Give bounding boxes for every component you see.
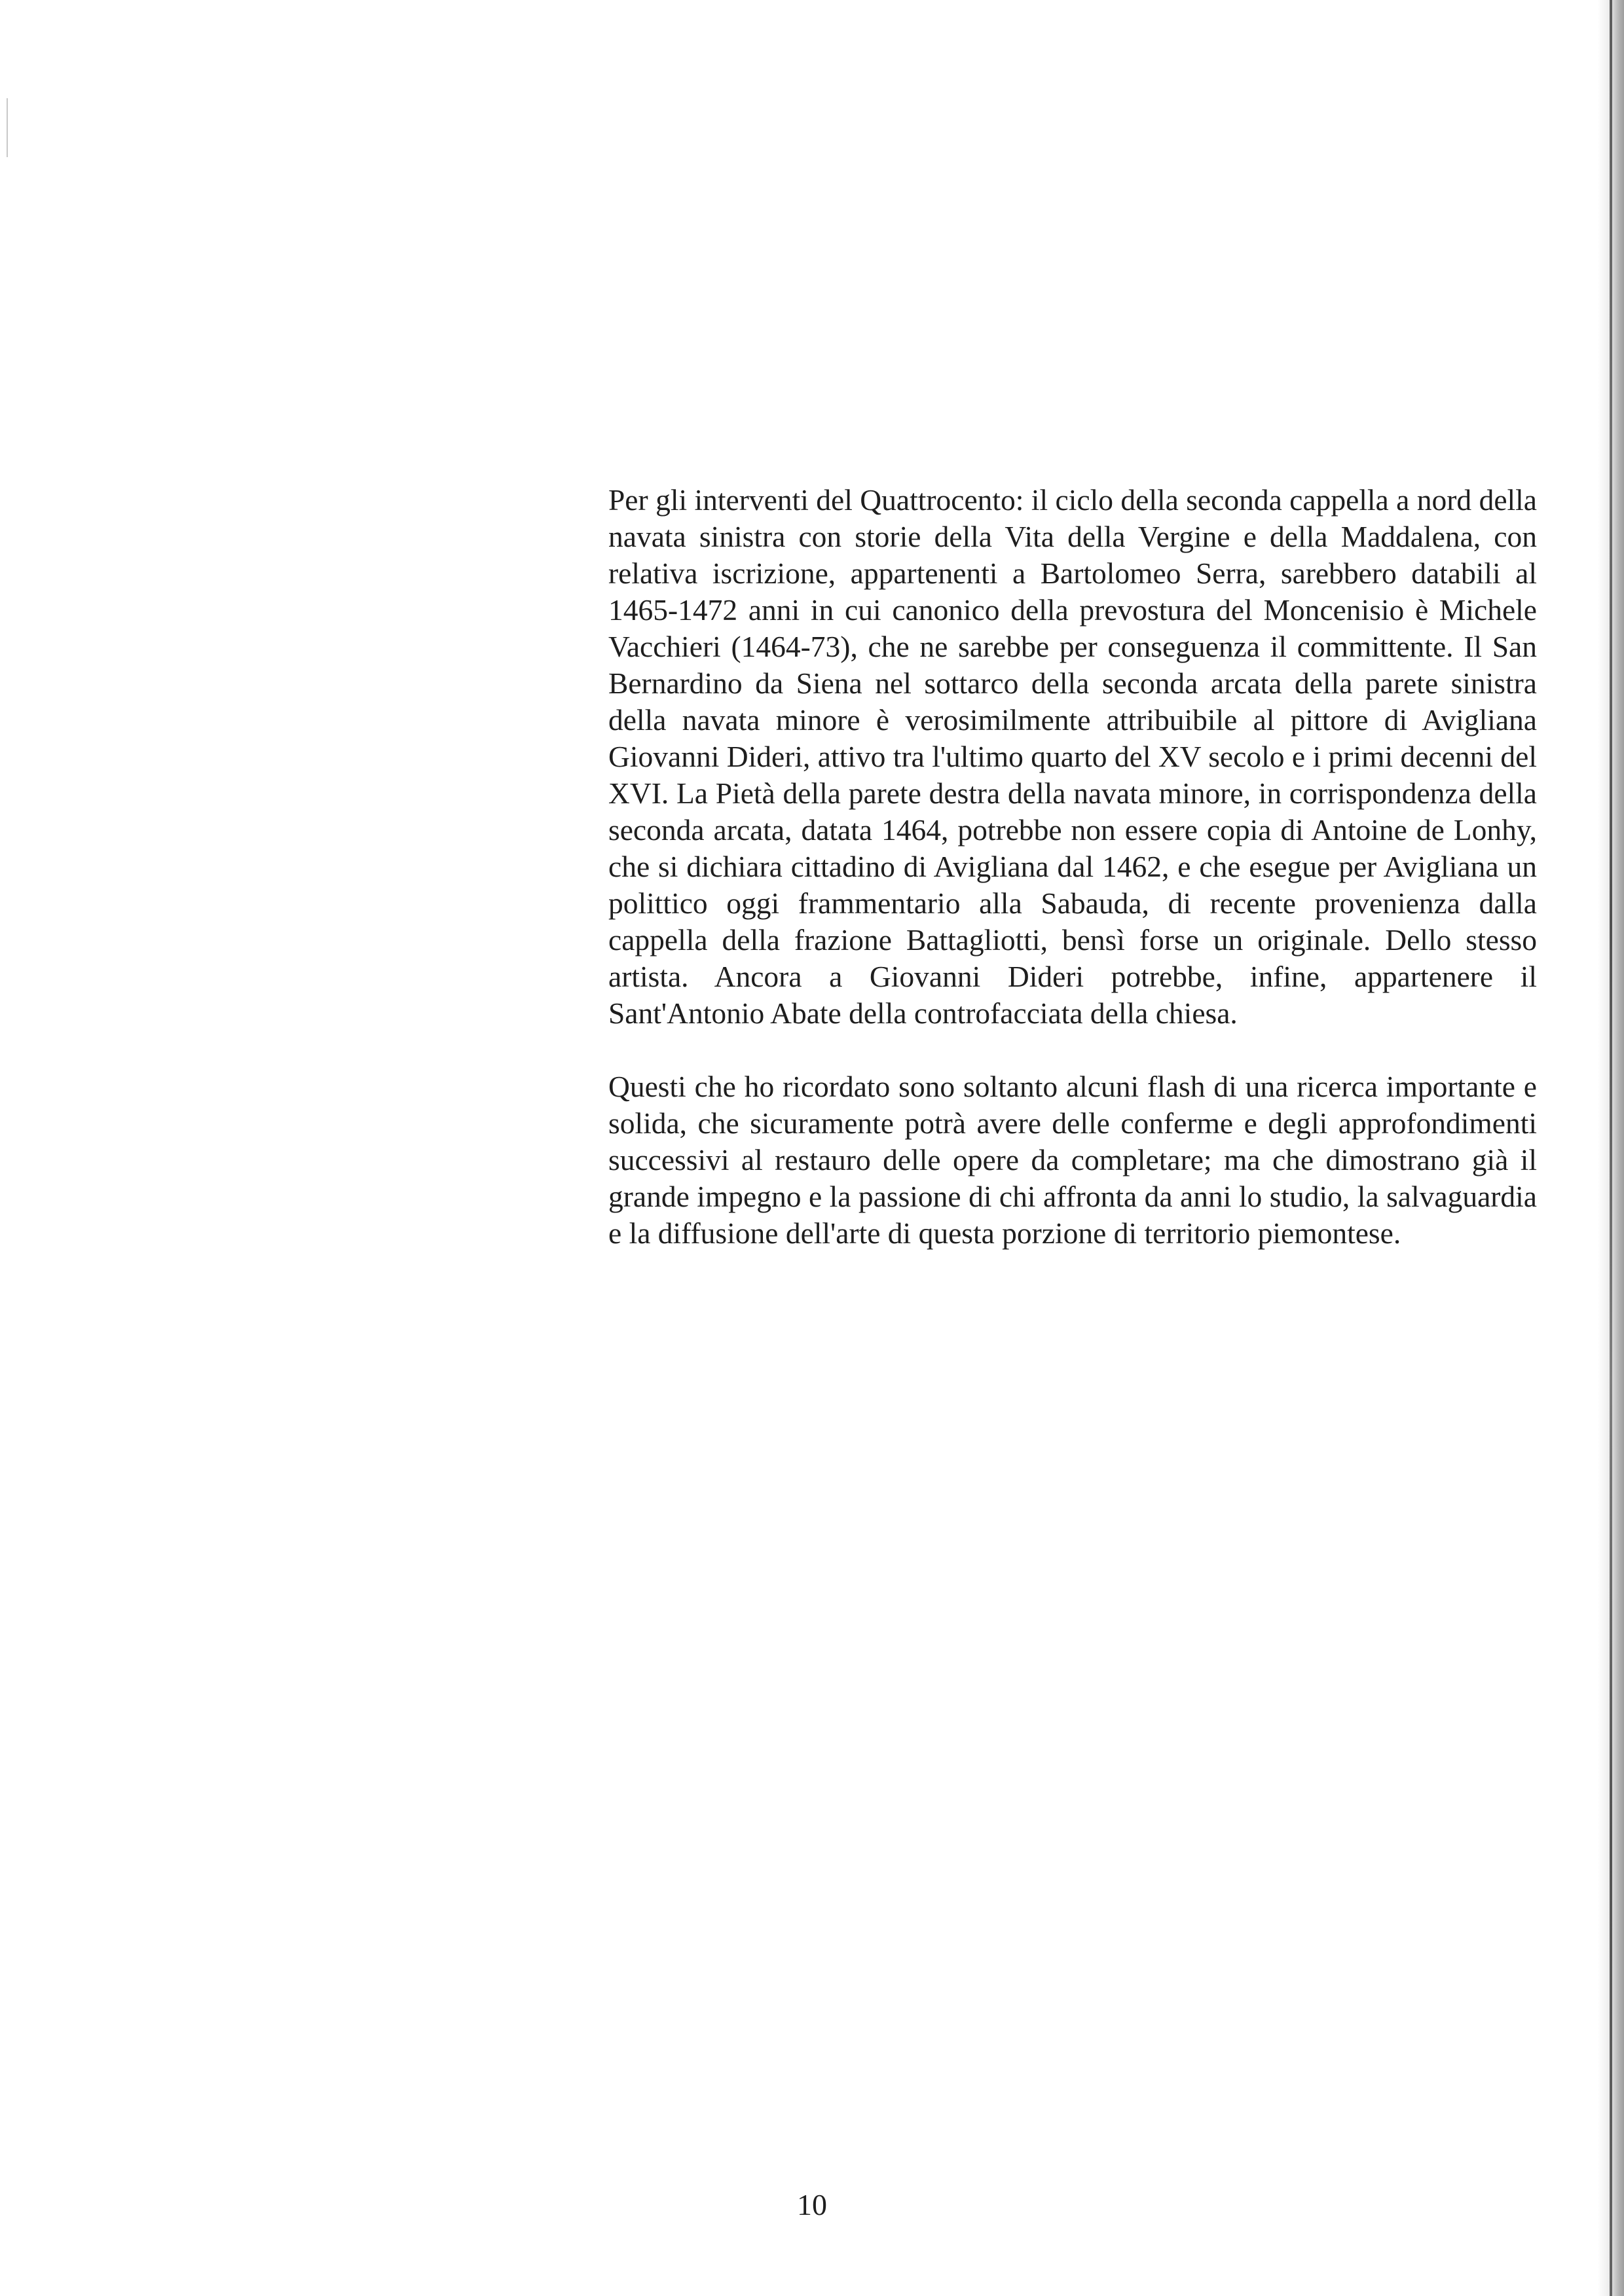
page-number: 10 bbox=[797, 2188, 827, 2221]
paragraph-1: Per gli interventi del Quattrocento: il ciclo della seconda cappella a nord della navata sinistra con storie della Vita della Vergine e della Maddalena, con relativa iscrizione, appartenenti a Bartolomeo Serra, sarebbero databili al 1465-1472 anni in cui canonico della prevostura del Moncenisio è Michele Vacchieri (1464-73), che ne sarebbe per conseguenza il committente. Il San Bernardino da Siena nel sottarco della seconda arcata della parete sinistra della navata minore è verosimilmente attribuibile al pittore di Avigliana Giovanni Dideri, attivo tra l'ultimo quarto del XV secolo e i primi decenni del XVI. La Pietà della parete destra della navata minore, in corrispondenza della seconda arcata, datata 1464, potrebbe non essere copia di Antoine de Lonhy, che si dichiara cittadino di Avigliana dal 1462, e che esegue per Avigliana un polittico oggi frammentario alla Sabauda, di recente provenienza dalla cappella della frazione Battagliotti, bensì forse un originale. Dello stesso artista. Ancora a Giovanni Dideri potrebbe, infine, appartenere il Sant'Antonio Abate della controfacciata della chiesa. bbox=[608, 483, 1537, 1030]
paragraph-2: Questi che ho ricordato sono soltanto alcuni flash di una ricerca importante e solida, che sicuramente potrà avere delle conferme e degli approfondimenti successivi al restauro delle opere da completare; ma che dimostrano già il grande impegno e la passione di chi affronta da anni lo studio, la salvaguardia e la diffusione dell'arte di questa porzione di territorio piemontese. bbox=[608, 1070, 1537, 1250]
page-edge-line bbox=[1610, 0, 1612, 2296]
body-text bbox=[608, 482, 1537, 1252]
scan-margin-mark bbox=[7, 98, 8, 157]
